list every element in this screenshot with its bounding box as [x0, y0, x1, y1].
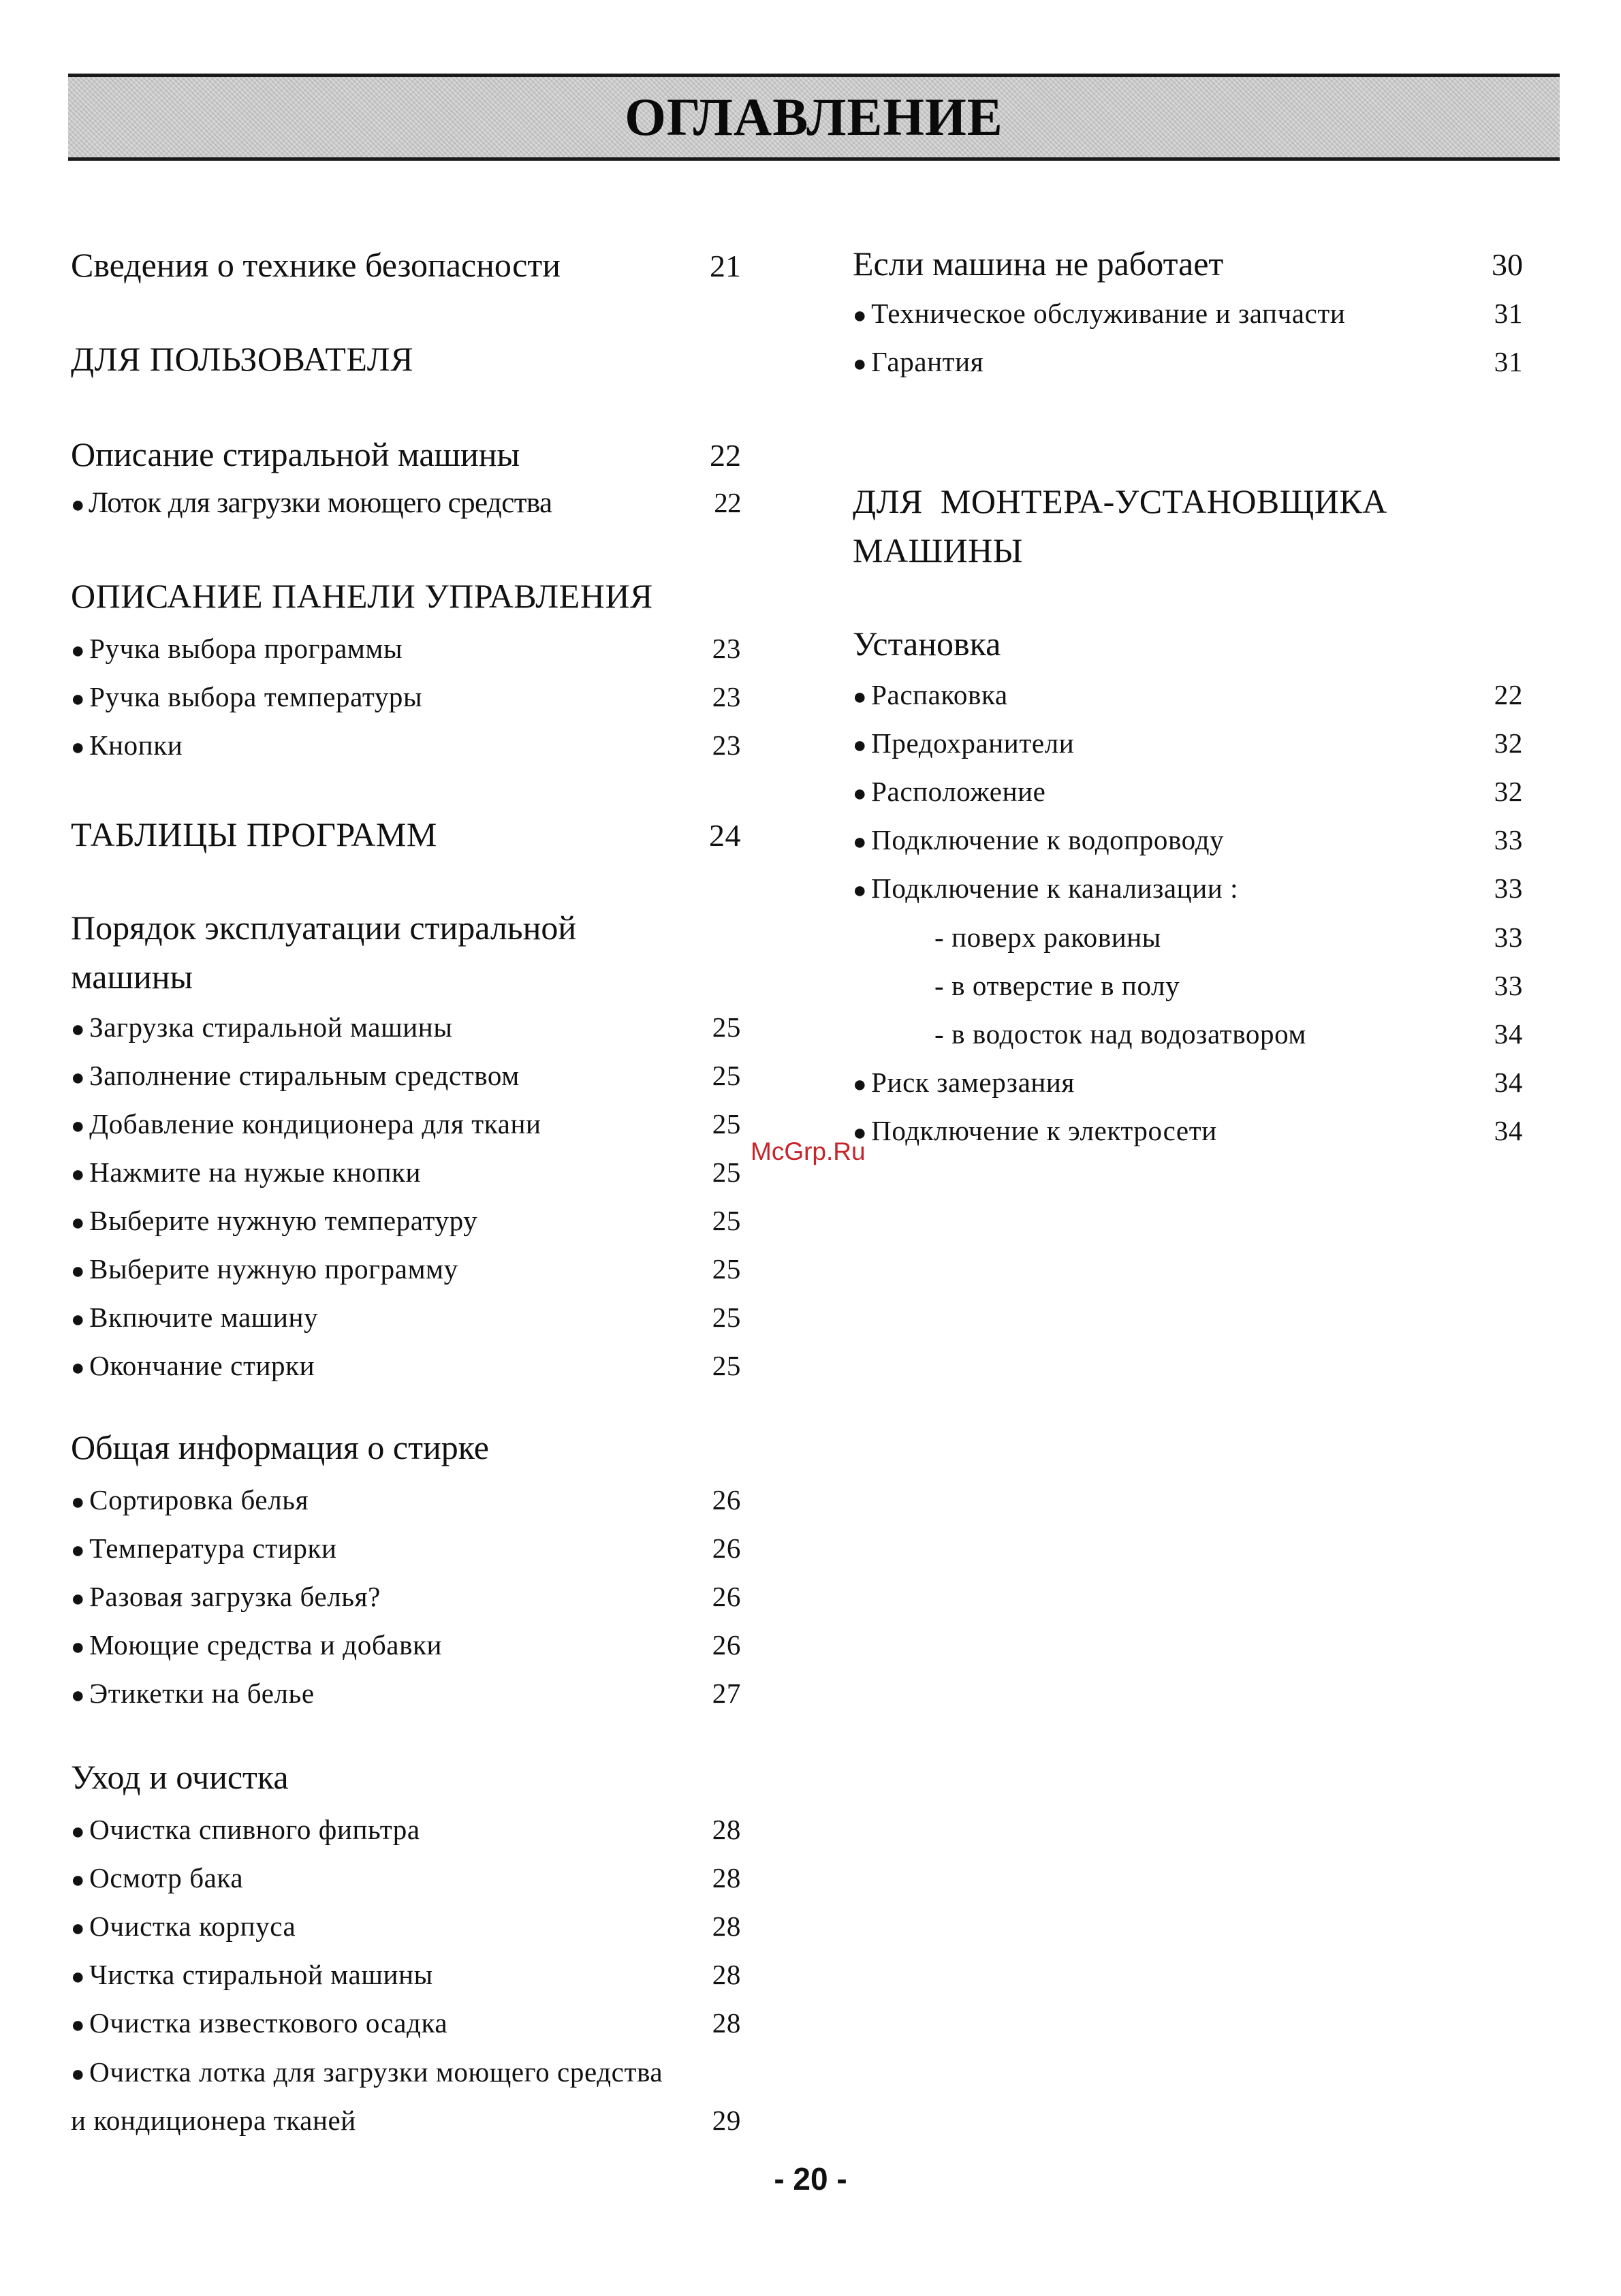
toc-entry-page: 21: [710, 249, 741, 283]
toc-entry-page: 25: [712, 1108, 741, 1139]
bullet-icon: ●: [853, 878, 868, 903]
toc-entry-label: и кондиционера тканей: [71, 2105, 356, 2136]
toc-entry-drum-inspection[interactable]: [71, 1861, 741, 1894]
bullet-icon: ●: [71, 1964, 86, 1990]
bullet-icon: ●: [71, 1916, 86, 1941]
toc-entry-trap-drain[interactable]: [853, 1018, 1523, 1050]
toc-entry-label: Моющие средства и добавки: [89, 1629, 443, 1661]
toc-entry-page: 33: [1494, 872, 1523, 904]
toc-entry-page: 23: [712, 681, 741, 712]
toc-entry-label: Описание стиральной машины: [71, 435, 520, 473]
bullet-icon: ●: [71, 2062, 86, 2087]
bullet-icon: ●: [71, 735, 86, 760]
toc-entry-select-temperature[interactable]: [71, 1204, 741, 1237]
toc-entry-label: Лоток для загрузки моющего средства: [88, 487, 552, 519]
toc-entry-label: Очистка известкового осадка: [89, 2007, 448, 2039]
toc-entry-page: 31: [1494, 346, 1523, 377]
section-heading-general: [71, 1428, 741, 1467]
toc-entry-page: 23: [712, 729, 741, 761]
section-heading-care: [71, 1757, 741, 1797]
toc-entry-description[interactable]: [71, 435, 741, 474]
toc-entry-electrical[interactable]: [853, 1114, 1523, 1147]
toc-entry-end-wash[interactable]: [71, 1349, 741, 1382]
toc-entry-water-supply[interactable]: [853, 823, 1523, 856]
toc-entry-buttons[interactable]: [71, 729, 741, 761]
toc-entry-page: 26: [712, 1484, 741, 1515]
toc-entry-label: Подключение к водопроводу: [871, 824, 1225, 855]
toc-entry-label: Подключение к электросети: [871, 1115, 1217, 1146]
toc-entry-label: - в отверстие в полу: [934, 970, 1180, 1001]
toc-entry-fault[interactable]: [853, 244, 1523, 283]
toc-entry-label: Сортировка белья: [89, 1484, 309, 1515]
toc-entry-tray-cleaning[interactable]: [71, 2056, 741, 2088]
title-bar: [68, 74, 1560, 161]
toc-entry-label: Очистка корпуса: [89, 1910, 296, 1942]
section-heading-label: Общая информация о стирке: [71, 1428, 489, 1466]
toc-entry-page: 25: [712, 1060, 741, 1091]
toc-entry-label: Кнопки: [89, 729, 183, 761]
section-heading-line: Порядок эксплуатации стиральной: [71, 909, 577, 947]
toc-entry-label: Риск замерзания: [871, 1067, 1075, 1098]
toc-entry-label: Вкпючите машину: [89, 1302, 319, 1333]
toc-entry-program-tables[interactable]: [71, 815, 741, 854]
toc-entry-label: Предохранители: [871, 727, 1075, 759]
toc-entry-label: ТАБЛИЦЫ ПРОГРАММ: [71, 815, 437, 853]
toc-entry-page: 25: [712, 1205, 741, 1236]
toc-entry-label: Гарантия: [871, 346, 984, 377]
bullet-icon: ●: [71, 492, 84, 518]
toc-entry-select-program[interactable]: [71, 1253, 741, 1285]
toc-entry-page: 26: [712, 1629, 741, 1661]
toc-entry-warranty[interactable]: [853, 345, 1523, 378]
toc-entry-load-size[interactable]: [71, 1580, 741, 1613]
bullet-icon: ●: [71, 1307, 86, 1332]
toc-entry-drain-filter[interactable]: [71, 1813, 741, 1846]
toc-entry-floor-drain[interactable]: [853, 969, 1523, 1002]
bullet-icon: ●: [71, 1017, 86, 1042]
section-heading-line: ДЛЯ МОНТЕРА-УСТАНОВЩИКА: [853, 482, 1387, 520]
toc-entry-label: Заполнение стиральным средством: [89, 1060, 520, 1091]
toc-entry-page: 34: [1494, 1018, 1523, 1050]
toc-entry-unpacking[interactable]: [853, 678, 1523, 711]
bullet-icon: ●: [853, 781, 868, 806]
toc-entry-label: Добавление кондиционера для ткани: [89, 1108, 541, 1139]
section-heading-label: Уход и очистка: [71, 1758, 289, 1796]
section-heading-line: машины: [71, 958, 193, 996]
bullet-icon: ●: [853, 733, 868, 758]
toc-entry-detergent-tray[interactable]: [71, 486, 741, 520]
bullet-icon: ●: [71, 1065, 86, 1090]
bullet-icon: ●: [853, 1120, 868, 1146]
toc-entry-page: 32: [1494, 776, 1523, 807]
bullet-icon: ●: [71, 1355, 86, 1381]
bullet-icon: ●: [71, 1490, 86, 1515]
toc-entry-page: 34: [1494, 1067, 1523, 1098]
bullet-icon: ●: [853, 1072, 868, 1097]
bullet-icon: ●: [853, 351, 868, 377]
page-number: - 20 -: [774, 2161, 847, 2197]
toc-entry-freezing[interactable]: [853, 1066, 1523, 1099]
toc-entry-label: Расположение: [871, 776, 1046, 807]
toc-entry-label: Осмотр бака: [89, 1862, 244, 1893]
toc-entry-page: 32: [1494, 727, 1523, 759]
section-heading-label: ДЛЯ ПОЛЬЗОВАТЕЛЯ: [71, 340, 414, 378]
toc-entry-page: 23: [712, 633, 741, 664]
toc-entry-wash-temperature[interactable]: [71, 1532, 741, 1564]
toc-entry-detergent-filling[interactable]: [71, 1059, 741, 1092]
toc-entry-fuses[interactable]: [853, 727, 1523, 759]
toc-entry-label: Ручка выбора температуры: [89, 681, 423, 712]
toc-entry-labels[interactable]: [71, 1677, 741, 1710]
section-heading-label: Установка: [853, 625, 1001, 663]
toc-entry-location[interactable]: [853, 775, 1523, 808]
toc-entry-page: 34: [1494, 1115, 1523, 1146]
section-heading-label: ОПИСАНИЕ ПАНЕЛИ УПРАВЛЕНИЯ: [71, 577, 653, 615]
toc-entry-page: 28: [712, 1814, 741, 1845]
toc-entry-label: - в водосток над водозатвором: [934, 1018, 1306, 1050]
toc-entry-page: 25: [712, 1350, 741, 1381]
toc-entry-page: 30: [1492, 247, 1523, 282]
toc-entry-safety[interactable]: [71, 245, 741, 285]
toc-entry-label: Окончание стирки: [89, 1350, 315, 1381]
toc-entry-page: 31: [1494, 298, 1523, 329]
toc-entry-service[interactable]: [853, 297, 1523, 330]
bullet-icon: ●: [71, 638, 86, 663]
bullet-icon: ●: [71, 1210, 86, 1236]
toc-entry-label: Подключение к канализации :: [871, 872, 1239, 904]
bullet-icon: ●: [853, 830, 868, 855]
toc-entry-label: Температура стирки: [89, 1532, 337, 1564]
bullet-icon: ●: [71, 1635, 86, 1660]
bullet-icon: ●: [853, 685, 868, 710]
bullet-icon: ●: [71, 1162, 86, 1187]
toc-entry-drain[interactable]: [853, 872, 1523, 905]
page-title: ОГЛАВЛЕНИЕ: [625, 87, 1003, 146]
bullet-icon: ●: [71, 1586, 86, 1611]
toc-entry-page: 25: [712, 1157, 741, 1188]
toc-entry-loading[interactable]: [71, 1011, 741, 1043]
section-heading-operation: [71, 903, 576, 1001]
toc-entry-machine-cleaning[interactable]: [71, 1958, 741, 1991]
toc-entry-sorting[interactable]: [71, 1483, 741, 1516]
toc-entry-temperature-knob[interactable]: [71, 680, 741, 713]
watermark: McGrp.Ru: [751, 1137, 866, 1165]
toc-entry-limescale[interactable]: [71, 2007, 741, 2039]
toc-entry-page: 28: [712, 1910, 741, 1942]
toc-entry-label: Распаковка: [871, 679, 1008, 710]
toc-entry-label: Очистка лотка для загрузки моющего средства: [89, 2056, 663, 2088]
bullet-icon: ●: [71, 1114, 86, 1139]
toc-entry-page: 33: [1494, 922, 1523, 953]
toc-entry-page: 25: [712, 1302, 741, 1333]
toc-entry-page: 26: [712, 1532, 741, 1564]
toc-entry-conditioner[interactable]: [71, 1107, 741, 1140]
toc-entry-page: 33: [1494, 970, 1523, 1001]
bullet-icon: ●: [71, 2013, 86, 2038]
toc-entry-page: 25: [712, 1253, 741, 1285]
toc-entry-label: Нажмите на нужые кнопки: [89, 1157, 422, 1188]
toc-entry-label: Техническое обслуживание и запчасти: [871, 298, 1346, 329]
toc-entry-page: 33: [1494, 824, 1523, 855]
toc-entry-detergents[interactable]: [71, 1629, 741, 1661]
bullet-icon: ●: [71, 1259, 86, 1284]
toc-entry-page: 28: [712, 1959, 741, 1990]
toc-entry-tray-cleaning-cont[interactable]: [71, 2104, 741, 2137]
bullet-icon: ●: [853, 303, 868, 328]
toc-entry-page: 29: [712, 2105, 741, 2136]
toc-entry-page: 24: [709, 818, 741, 853]
toc-entry-label: Очистка спивного фипьтра: [89, 1814, 420, 1845]
bullet-icon: ●: [71, 1819, 86, 1844]
toc-entry-cabinet-cleaning[interactable]: [71, 1910, 741, 1943]
toc-entry-page: 22: [714, 487, 741, 518]
bullet-icon: ●: [71, 1868, 86, 1893]
toc-entry-page: 28: [712, 2007, 741, 2039]
toc-entry-page: 25: [712, 1011, 741, 1043]
section-heading-installer: [853, 477, 1387, 575]
toc-entry-press-buttons[interactable]: [71, 1156, 741, 1189]
toc-entry-page: 22: [710, 438, 741, 473]
toc-entry-label: Чистка стиральной машины: [89, 1959, 433, 1990]
toc-entry-label: Сведения о технике безопасности: [71, 246, 561, 284]
toc-entry-page: 22: [1494, 679, 1523, 710]
toc-entry-page: 28: [712, 1862, 741, 1893]
toc-entry-label: Ручка выбора программы: [89, 633, 403, 664]
section-heading-line: МАШИНЫ: [853, 531, 1023, 569]
toc-entry-page: 26: [712, 1581, 741, 1612]
section-heading-panel: [71, 576, 741, 616]
toc-entry-label: - поверх раковины: [934, 922, 1161, 953]
bullet-icon: ●: [71, 1683, 86, 1708]
bullet-icon: ●: [71, 1538, 86, 1563]
toc-entry-over-sink[interactable]: [853, 921, 1523, 954]
toc-entry-label: Выберите нужную температуру: [89, 1205, 478, 1236]
toc-entry-label: Этикетки на белье: [89, 1678, 315, 1709]
section-heading-user: [71, 339, 741, 379]
toc-entry-switch-on[interactable]: [71, 1301, 741, 1334]
toc-entry-label: Если машина не работает: [853, 245, 1224, 283]
bullet-icon: ●: [71, 687, 86, 712]
toc-entry-label: Загрузка стиральной машины: [89, 1011, 453, 1043]
toc-entry-program-knob[interactable]: [71, 632, 741, 665]
toc-entry-label: Разовая загрузка белья?: [89, 1581, 381, 1612]
section-heading-install: [853, 624, 1523, 663]
toc-entry-page: 27: [712, 1678, 741, 1709]
toc-entry-label: Выберите нужную программу: [89, 1253, 458, 1285]
